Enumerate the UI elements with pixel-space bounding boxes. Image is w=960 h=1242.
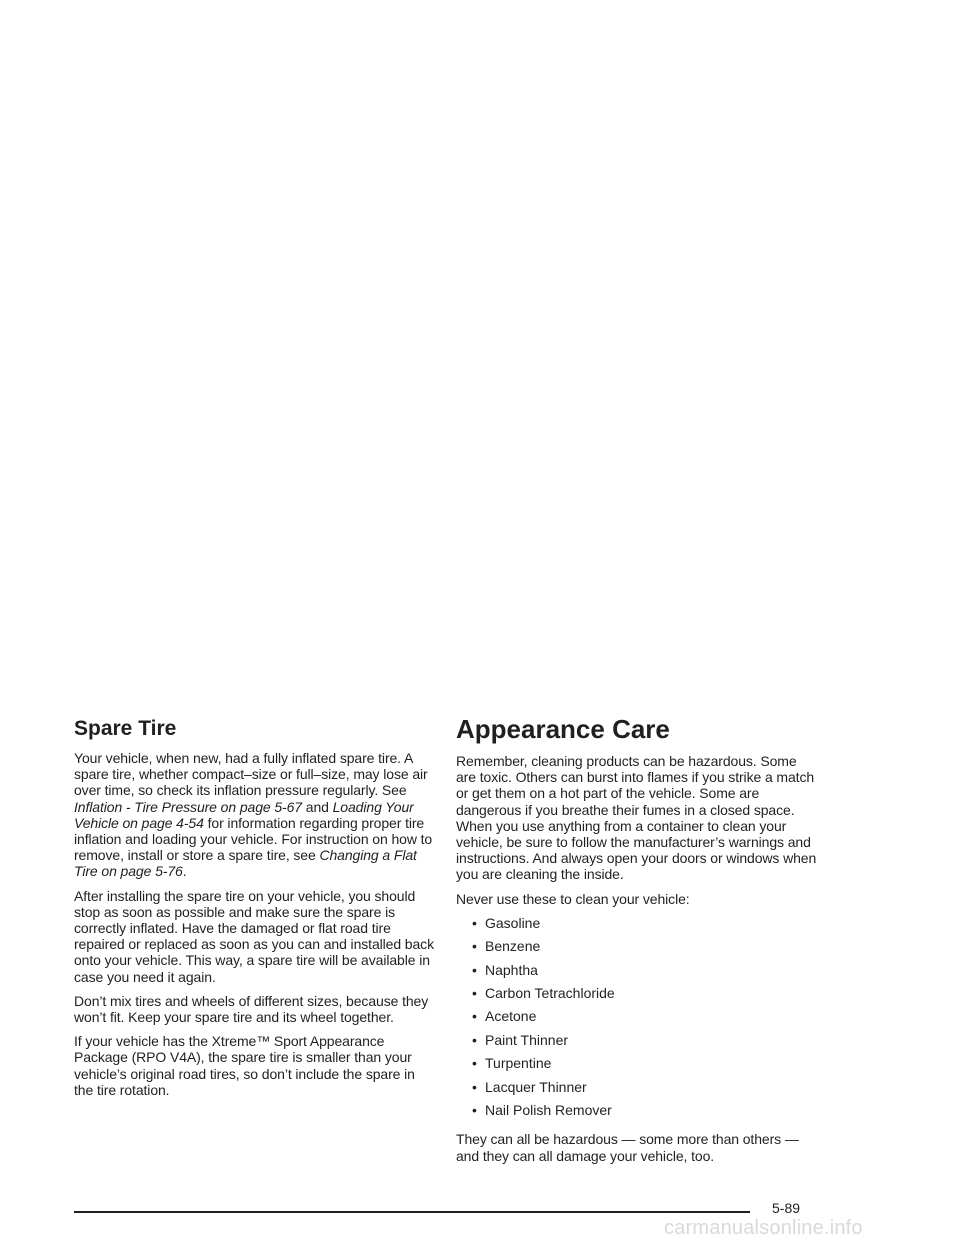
list-item xyxy=(472,1079,818,1102)
appearance-care-paragraph-2: Never use these to clean your vehicle: xyxy=(456,890,690,907)
bullet-glyph: • xyxy=(472,938,477,955)
list-item xyxy=(472,962,818,985)
list-item-text: Carbon Tetrachloride xyxy=(485,985,615,1001)
appearance-care-paragraph-3: They can all be hazardous — some more than others — and they can all damage your vehicle, too. xyxy=(456,1131,799,1164)
page-number: 5-89 xyxy=(772,1200,801,1216)
text-run: . xyxy=(182,863,187,880)
cross-reference-inflation: Inflation - Tire Pressure on page 5-67 xyxy=(74,798,302,815)
bullet-glyph: • xyxy=(472,1031,477,1048)
cleaning-hazard-list xyxy=(456,915,818,1126)
text-run: for information regarding proper tire inflation and loading your vehicle. For instruction on how to remove, install or store a spare tire, see xyxy=(74,814,433,864)
spare-tire-paragraph-1 xyxy=(74,750,434,880)
list-item xyxy=(472,985,818,1008)
spare-tire-paragraph-2: After installing the spare tire on your vehicle, you should stop as soon as possible and make sure the spare is correctly inflated. Have the damaged or flat road tire repaired or replaced as soon as you can and installed back onto your vehicle. This way, a spare tire will be available in case you need it again. xyxy=(74,887,434,985)
list-item-text: Turpentine xyxy=(485,1055,552,1072)
list-item-text: Paint Thinner xyxy=(485,1031,569,1048)
bullet-glyph: • xyxy=(472,961,477,978)
spare-tire-paragraph-3: Don’t mix tires and wheels of different sizes, because they won’t fit. Keep your spare tire and its wheel together. xyxy=(74,992,429,1026)
appearance-care-paragraph-1: Remember, cleaning products can be hazardous. Some are toxic. Others can burst into flames if you strike a match or get them on a hot part of the vehicle. Some are dangerous if you breathe their fumes in a closed space. When you use anything from a container to clean your vehicle, be sure to follow the manufacturer’s warnings and instructions. And always open your doors or windows when you are cleaning the inside. xyxy=(456,753,817,883)
cross-reference-loading: Loading Your Vehicle on page 4-54 xyxy=(74,798,414,831)
list-item xyxy=(472,1008,818,1031)
bullet-glyph: • xyxy=(472,1008,477,1025)
bullet-glyph: • xyxy=(472,1078,477,1095)
bullet-glyph: • xyxy=(472,1055,477,1072)
list-item-text: Acetone xyxy=(485,1008,537,1025)
list-item xyxy=(472,1055,818,1078)
list-item-text: Nail Polish Remover xyxy=(485,1101,612,1118)
cross-reference-flat-tire: Changing a Flat Tire on page 5-76 xyxy=(74,847,417,880)
text-run: Your vehicle, when new, had a fully inflated spare tire. A spare tire, whether compact–size or full–size, may lose air over time, so check its inflation pressure regularly. See xyxy=(74,750,428,799)
bullet-glyph: • xyxy=(472,914,477,931)
spare-tire-heading: Spare Tire xyxy=(74,717,177,740)
bullet-glyph: • xyxy=(472,985,477,1001)
footer-rule xyxy=(74,1211,750,1213)
appearance-care-section xyxy=(456,716,818,1172)
list-item-text: Lacquer Thinner xyxy=(485,1078,587,1095)
text-run: and xyxy=(301,798,333,815)
appearance-care-heading: Appearance Care xyxy=(456,714,670,744)
list-item-text: Benzene xyxy=(485,938,541,955)
list-item-text: Naphtha xyxy=(485,961,538,978)
list-item xyxy=(472,915,818,938)
list-item xyxy=(472,1032,818,1055)
list-item-text: Gasoline xyxy=(485,914,541,931)
watermark: carmanualsonline.info xyxy=(664,1217,863,1239)
spare-tire-section xyxy=(74,716,434,1106)
list-item xyxy=(472,938,818,961)
spare-tire-paragraph-4: If your vehicle has the Xtreme™ Sport Appearance Package (RPO V4A), the spare tire is smaller than your vehicle’s original road tires, so don’t include the spare in the tire rotation. xyxy=(74,1033,415,1098)
list-item xyxy=(472,1102,818,1125)
bullet-glyph: • xyxy=(472,1101,477,1118)
